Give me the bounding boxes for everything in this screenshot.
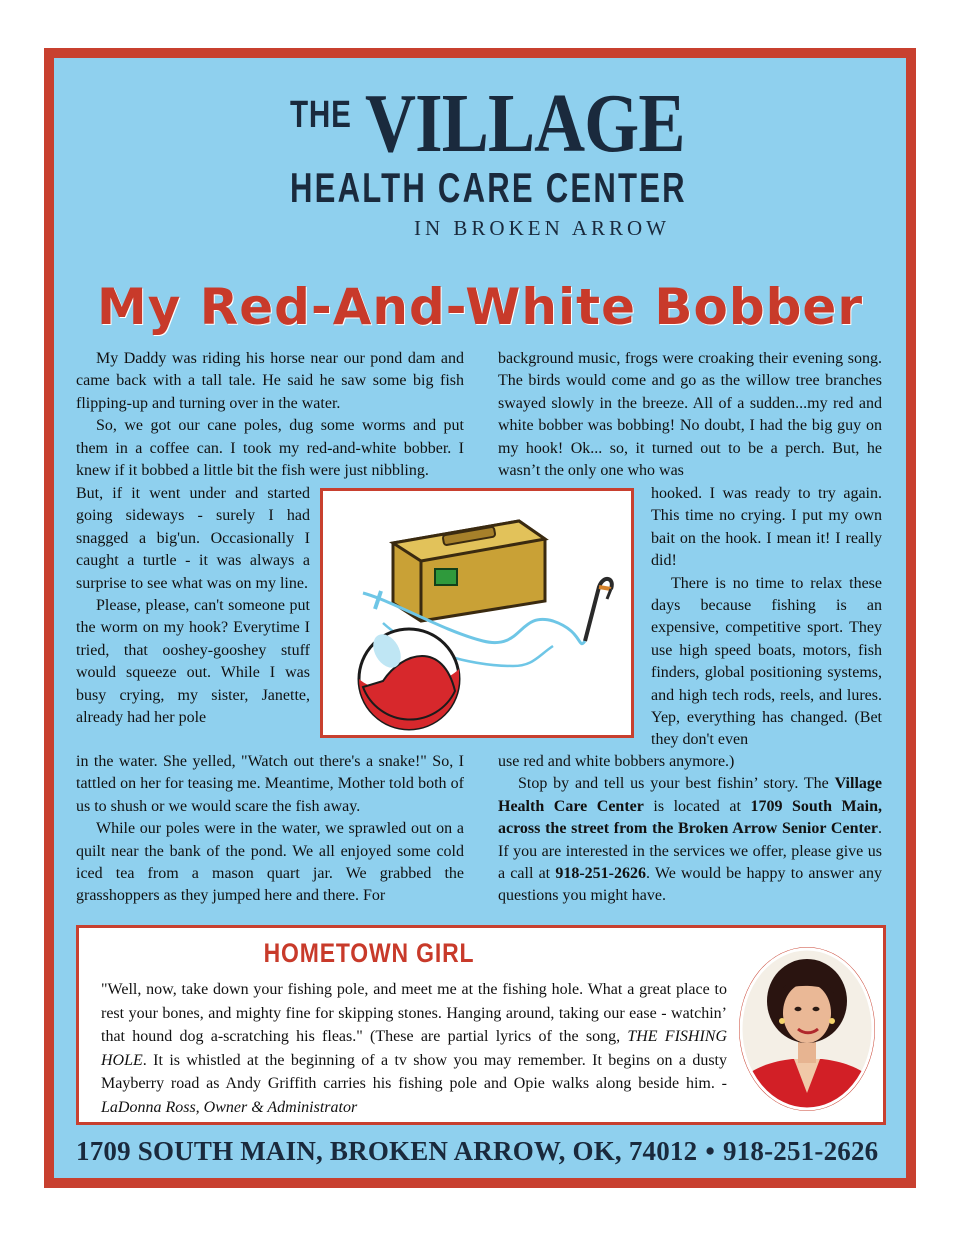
hometown-title: HOMETOWN GIRL bbox=[263, 938, 475, 968]
article-paragraph: Please, please, can't someone put the worm on my hook? Everytime I tried, that ooshey-gooshey stuff would squeeze out. While I was busy crying, my sister, Janette, already had her pole bbox=[76, 597, 310, 727]
tackle-box-bobber-hook-icon bbox=[323, 491, 631, 735]
hometown-girl-box bbox=[76, 925, 886, 1125]
song-title: THE FISHING HOLE bbox=[101, 1028, 728, 1069]
article-headline: My Red-And-White Bobber bbox=[96, 278, 864, 336]
article-paragraph: While our poles were in the water, we sprawled out on a quilt near the bank of the pond. We all enjoyed some cold iced tea from a mason quart jar. We grabbed the grasshoppers as they jumped here and there. For bbox=[76, 820, 464, 905]
footer-address: 1709 SOUTH MAIN, BROKEN ARROW, OK, 74012 bbox=[76, 1136, 698, 1166]
article-paragraph: So, we got our cane poles, dug some worms and put them in a coffee can. I took my red-and-white bobber. I knew if it bobbed a little bit the fish were just nibbling. bbox=[76, 417, 464, 480]
footer-bullet: • bbox=[705, 1136, 715, 1166]
business-phone: 918-251-2626 bbox=[555, 865, 646, 883]
contact-text: Stop by and tell us your best fishin’ story. The bbox=[518, 775, 835, 793]
contact-text: . We would be happy to answer any questions you might have. bbox=[498, 865, 882, 905]
article-paragraph: background music, frogs were croaking their evening song. The birds would come and go as the willow tree branches swayed slowly in the breeze. All of a sudden...my red and white bobber was bobbing! No doubt, I had the big guy on my hook! Ok... so, it turned out to be a perch. But, he wasn’t the only one who was bbox=[498, 350, 882, 480]
article-column-right-bottom bbox=[498, 751, 882, 908]
article-paragraph: But, if it went under and started going sideways - surely I had snagged a big'un. Occasionally I caught a turtle - it was always a surprise to see what was on my line. bbox=[76, 485, 310, 592]
article-paragraph: My Daddy was riding his horse near our pond dam and came back with a tall tale. He said he saw some big fish flipping-up and turning over in the water. bbox=[76, 350, 464, 412]
masthead-the: THE bbox=[290, 94, 352, 136]
portrait-icon bbox=[736, 943, 878, 1115]
hometown-text: . It is whistled at the beginning of a tv show you may remember. It begins on a dusty Mayberry road as Andy Griffith carries his fishing pole and Opie walks along beside him. bbox=[101, 1051, 727, 1092]
article-paragraph: in the water. She yelled, "Watch out there's a snake!" So, I tattled on her for teasing me. Meantime, Mother told both of us to shush or we would scare the fish away. bbox=[76, 753, 464, 815]
article-column-left-mid bbox=[76, 483, 310, 729]
article-column-left-top bbox=[76, 348, 464, 482]
signature: -LaDonna Ross, Owner & Administrator bbox=[101, 1075, 727, 1116]
article-paragraph-contact bbox=[498, 773, 882, 907]
hometown-text: "Well, now, take down your fishing pole, and meet me at the fishing hole. What a great place to rest your bones, and mighty fine for skipping stones. Hanging around, taking our ease - watchin’ that hound dog a-scratching his fleas." (These are partial lyrics of the song, bbox=[101, 981, 727, 1045]
masthead-village: VILLAGE bbox=[365, 77, 685, 170]
tackle-box-illustration bbox=[320, 488, 634, 738]
article-paragraph: use red and white bobbers anymore.) bbox=[498, 753, 735, 770]
masthead-logo bbox=[290, 77, 687, 248]
hometown-body bbox=[101, 978, 727, 1119]
article-paragraph: There is no time to relax these days because fishing is an expensive, competitive sport. They use high speed boats, motors, fish finders, global positioning systems, and high tech rods, reels, and lures. Yep, everything has changed. (Bet they don't even bbox=[651, 574, 882, 749]
article-column-right-mid bbox=[651, 483, 882, 752]
footer-phone: 918-251-2626 bbox=[722, 1136, 879, 1166]
business-address: 1709 South Main, across the street from the Broken Arrow Senior Center bbox=[498, 797, 882, 838]
article-paragraph: hooked. I was ready to try again. This time no crying. I put my own bait on the hook. I mean it! I really did! bbox=[651, 485, 882, 570]
footer-contact bbox=[76, 1136, 886, 1167]
portrait-photo bbox=[736, 943, 878, 1115]
business-name: Village Health Care Center bbox=[498, 775, 882, 815]
contact-text: is located at bbox=[643, 797, 751, 815]
masthead-location: IN BROKEN ARROW bbox=[413, 216, 670, 240]
contact-text: . If you are interested in the services we offer, please give us a call at bbox=[498, 820, 882, 883]
masthead-health-care-center: HEALTH CARE CENTER bbox=[290, 164, 687, 211]
article-column-left-bottom bbox=[76, 751, 464, 908]
article-column-right-top bbox=[498, 348, 882, 482]
